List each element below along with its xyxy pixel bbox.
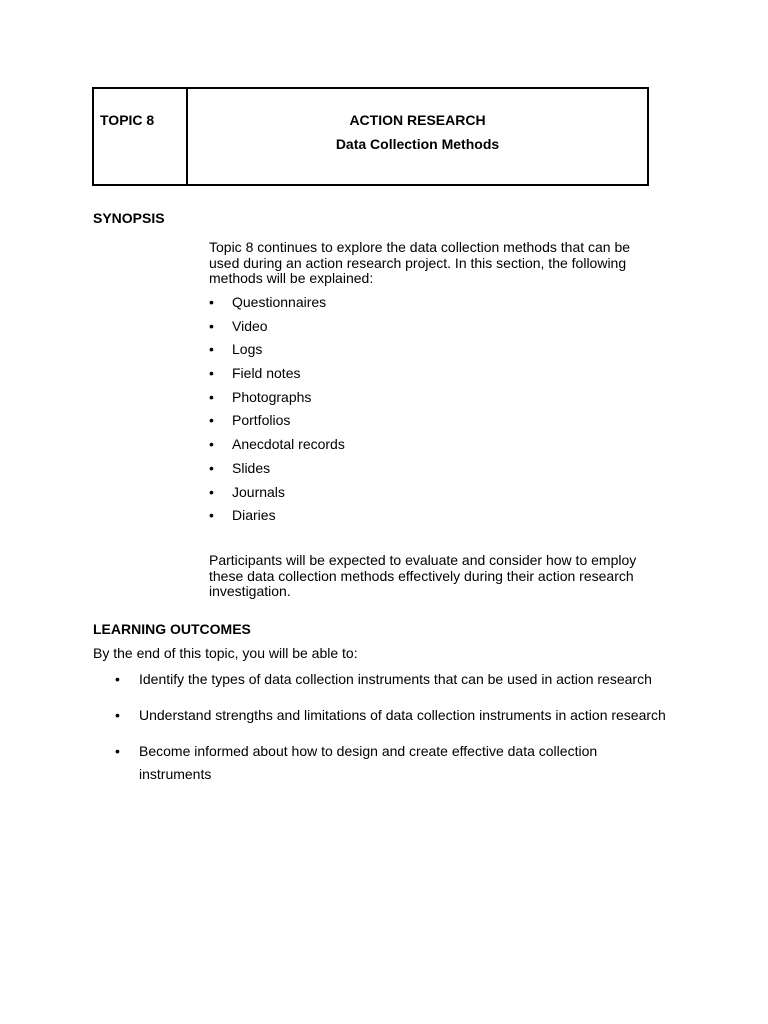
page-subtitle: Data Collection Methods <box>335 136 500 152</box>
bullet-icon: • <box>209 436 214 453</box>
bullet-icon: • <box>209 459 214 476</box>
learning-outcomes-heading: LEARNING OUTCOMES <box>93 621 251 637</box>
list-item <box>209 364 345 388</box>
learning-outcomes-intro: By the end of this topic, you will be able to: <box>93 645 358 661</box>
list-item <box>93 668 693 691</box>
method-label: Questionnaires <box>232 294 327 310</box>
outcome-label: Identify the types of data collection instruments that can be used in action research <box>139 671 652 687</box>
list-item <box>209 483 345 507</box>
method-label: Anecdotal records <box>232 436 345 453</box>
list-item <box>209 411 345 435</box>
method-label: Diaries <box>232 507 276 524</box>
learning-outcomes-list <box>93 668 693 799</box>
method-label: Portfolios <box>232 412 291 429</box>
method-label: Logs <box>232 341 263 358</box>
bullet-icon: • <box>209 365 214 382</box>
bullet-icon: • <box>115 743 120 759</box>
bullet-icon: • <box>209 294 214 310</box>
bullet-icon: • <box>209 388 214 405</box>
list-item <box>209 459 345 483</box>
list-item <box>93 740 649 786</box>
outcome-label: Become informed about how to design and create effective data collection instruments <box>139 743 598 782</box>
list-item <box>209 317 345 341</box>
bullet-icon: • <box>209 507 214 524</box>
method-label: Photographs <box>232 388 312 405</box>
synopsis-heading: SYNOPSIS <box>93 210 165 226</box>
method-label: Journals <box>232 483 285 500</box>
bullet-icon: • <box>115 707 120 723</box>
list-item <box>209 293 345 317</box>
bullet-icon: • <box>115 671 120 687</box>
list-item <box>209 340 345 364</box>
topic-label: TOPIC 8 <box>100 112 155 128</box>
bullet-icon: • <box>209 483 214 500</box>
list-item <box>209 506 345 530</box>
list-item <box>209 435 345 459</box>
method-label: Video <box>232 317 268 334</box>
bullet-icon: • <box>209 317 214 334</box>
method-label: Slides <box>232 459 271 476</box>
synopsis-intro: Topic 8 continues to explore the data collection methods that can be used during an action research project. In this section, the following methods will be explained: <box>209 239 631 286</box>
bullet-icon: • <box>209 341 214 358</box>
list-item <box>93 704 693 727</box>
topic-header-box <box>92 87 649 186</box>
page-title: ACTION RESEARCH <box>349 112 486 128</box>
outcome-label: Understand strengths and limitations of data collection instruments in action research <box>139 707 666 723</box>
list-item <box>209 388 345 412</box>
method-label: Field notes <box>232 365 301 382</box>
bullet-icon: • <box>209 412 214 429</box>
synopsis-closing: Participants will be expected to evaluate and consider how to employ these data collection methods effectively during their action research investigation. <box>209 552 637 599</box>
methods-list <box>209 293 345 530</box>
